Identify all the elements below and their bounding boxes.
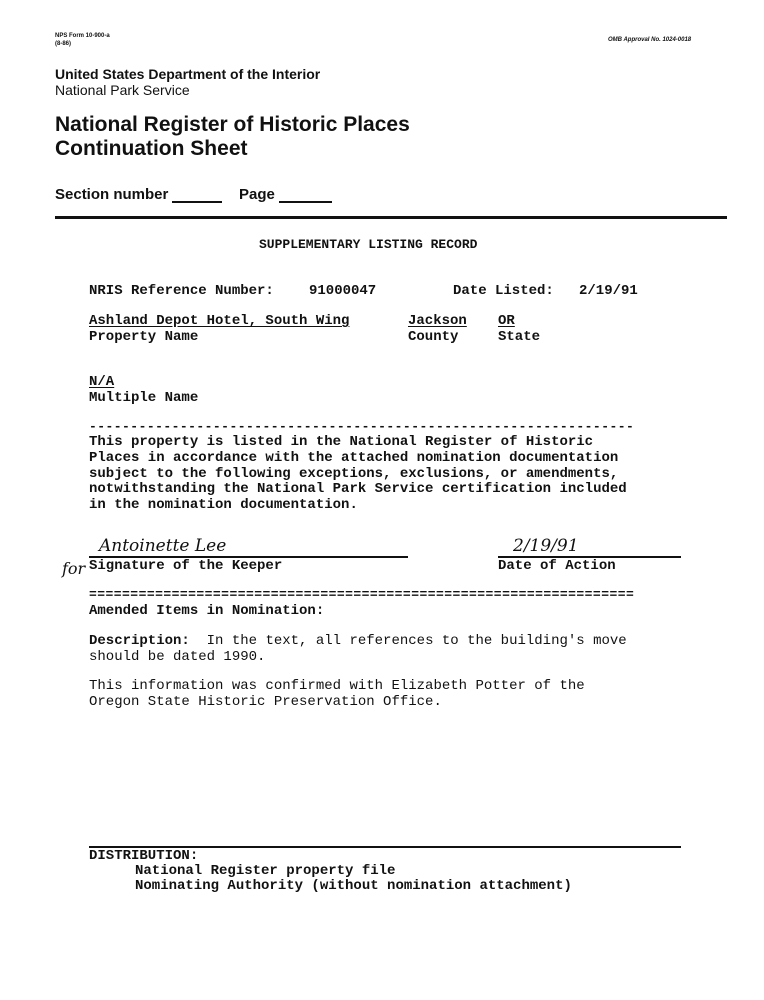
multiple-name-label: Multiple Name [89, 390, 199, 406]
statement-line: This property is listed in the National Register of Historic [89, 434, 594, 450]
keeper-signature: Antoinette Lee [99, 536, 227, 556]
statement-line: Places in accordance with the attached nomination documentation [89, 450, 619, 466]
section-number-blank [172, 201, 222, 203]
date-of-action-handwritten: 2/19/91 [513, 536, 579, 556]
distribution-heading: DISTRIBUTION: [89, 848, 199, 864]
statement-line: subject to the following exceptions, exclusions, or amendments, [89, 466, 619, 482]
date-listed-label: Date Listed: [453, 283, 554, 299]
omb-approval: OMB Approval No. 1024-0018 [608, 37, 692, 43]
record-heading: SUPPLEMENTARY LISTING RECORD [259, 237, 478, 252]
state-label: State [498, 329, 541, 345]
page-label: Page [239, 186, 275, 203]
dash-divider: ------------------------------------------------------------------ [89, 419, 635, 434]
nris-label: NRIS Reference Number: [89, 283, 274, 299]
distribution-item: National Register property file [135, 863, 396, 879]
form-date: (8-86) [55, 41, 72, 47]
department-name: United States Department of the Interior [55, 66, 321, 82]
statement-line: notwithstanding the National Park Service certification included [89, 481, 627, 497]
section-number-label: Section number [55, 186, 169, 203]
info-line: Oregon State Historic Preservation Office. [89, 694, 442, 710]
state-value: OR [498, 313, 515, 329]
description-line [89, 633, 627, 649]
description-label: Description: [89, 633, 190, 649]
property-name-value: Ashland Depot Hotel, South Wing [89, 313, 350, 329]
multiple-name-value: N/A [89, 374, 115, 390]
description-line: should be dated 1990. [89, 649, 266, 665]
amended-heading: Amended Items in Nomination: [89, 603, 325, 619]
service-name: National Park Service [55, 82, 190, 98]
date-listed-value: 2/19/91 [579, 283, 638, 299]
form-number: NPS Form 10-900-a [55, 33, 110, 39]
double-divider: ================================================================== [89, 587, 635, 602]
signature-prefix: for [62, 559, 86, 578]
info-line: This information was confirmed with Elizabeth Potter of the [89, 678, 585, 694]
page-subtitle: Continuation Sheet [55, 137, 248, 160]
distribution-item: Nominating Authority (without nomination attachment) [135, 878, 572, 894]
header-divider [55, 216, 727, 219]
county-label: County [408, 329, 459, 345]
page-blank [279, 201, 332, 203]
statement-line: in the nomination documentation. [89, 497, 358, 513]
date-of-action-label: Date of Action [498, 558, 616, 574]
nris-value: 91000047 [309, 283, 377, 299]
description-text: In the text, all references to the building's move [189, 633, 627, 649]
page-title: National Register of Historic Places [55, 113, 410, 136]
county-value: Jackson [408, 313, 467, 329]
property-name-label: Property Name [89, 329, 199, 345]
signature-label: Signature of the Keeper [89, 558, 283, 574]
